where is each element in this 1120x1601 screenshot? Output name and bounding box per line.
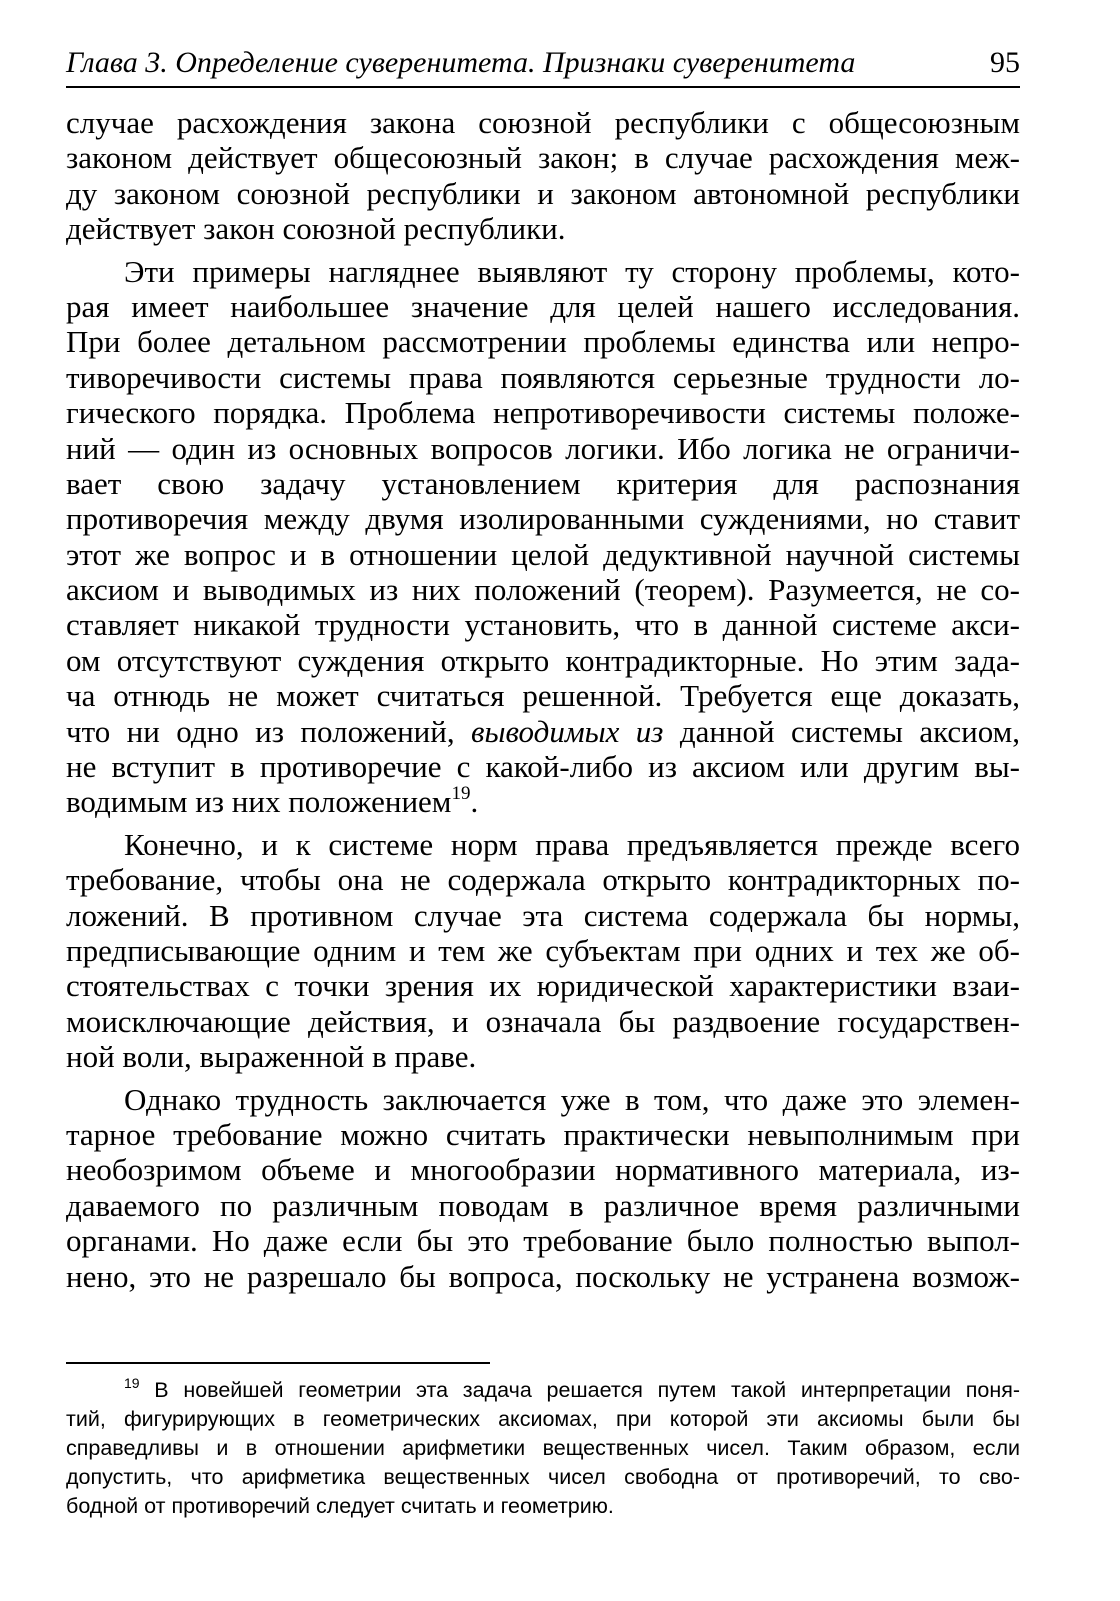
footnote (66, 1376, 1020, 1521)
text-line: рая имеет наибольшее значение для целей нашего исследования. (66, 288, 1020, 324)
text-line: гического порядка. Проблема непротиворечивости системы положе- (66, 395, 1020, 431)
text-line: ду законом союзной республики и законом автономной республики (66, 175, 1020, 211)
text-line: Однако трудность заключается уже в том, что даже это элемен- (124, 1081, 1020, 1117)
paragraph-4 (66, 1082, 1020, 1294)
running-header (66, 42, 1020, 88)
footnote-line: тий, фигурирующих в геометрических аксиомах, при которой эти аксиомы были бы (66, 1407, 1020, 1431)
text-segment: . (470, 784, 479, 820)
main-text (66, 105, 1020, 1294)
text-line: Эти примеры нагляднее выявляют ту сторону проблемы, кото- (124, 253, 1020, 289)
text-line: аксиом и выводимых из них положений (теорем). Разумеется, не со- (66, 572, 1020, 608)
text-line: противоречия между двумя изолированными суждениями, но ставит (66, 501, 1020, 537)
text-line: действует закон союзной республики. (66, 211, 566, 247)
text-segment: водимым из них положением (66, 784, 452, 820)
running-title: Глава 3. Определение суверенитета. Признаки суверенитета (66, 46, 856, 79)
text-line: ной воли, выраженной в праве. (66, 1039, 477, 1075)
footnote-line: бодной от противоречий следует считать и геометрию. (66, 1494, 614, 1518)
text-line: При более детальном рассмотрении проблемы единства или непро- (66, 324, 1020, 360)
text-line: ний — один из основных вопросов логики. Ибо логика не ограничи- (66, 430, 1020, 466)
footnote-line: справедливы и в отношении арифметики вещественных чисел. Таким образом, если (66, 1436, 1020, 1460)
text-line: даваемого по различным поводам в различное время различными (66, 1187, 1020, 1223)
text-line: моисключающие действия, и означала бы раздвоение государствен- (66, 1003, 1020, 1039)
text-segment: данной системы аксиом, (679, 713, 1021, 749)
page-number: 95 (990, 46, 1020, 79)
footnote-line: допустить, что арифметика вещественных чисел свободна от противоречий, то сво- (66, 1465, 1020, 1489)
paragraph-3 (66, 827, 1020, 1075)
text-line: требование, чтобы она не содержала открыто контрадикторных по- (66, 862, 1020, 898)
text-line (66, 784, 1020, 819)
footnote-text: В новейшей геометрии эта задача решается путем такой интерпретации поня- (154, 1378, 1020, 1402)
footnote-reference[interactable]: 19 (451, 783, 471, 805)
text-line: Конечно, и к системе норм права предъявляется прежде всего (124, 826, 1020, 862)
text-segment: что ни одно из положений, (66, 713, 455, 749)
text-line: законом действует общесоюзный закон; в случае расхождения меж- (66, 140, 1020, 176)
text-line (66, 714, 1020, 749)
text-line: необозримом объеме и многообразии нормативного материала, из- (66, 1152, 1020, 1188)
text-line: тарное требование можно считать практически невыполнимым при (66, 1116, 1020, 1152)
text-line: этот же вопрос и в отношении целой дедуктивной научной системы (66, 536, 1020, 572)
text-line: нено, это не разрешало бы вопроса, поскольку не устранена возмож- (66, 1258, 1020, 1294)
text-line: органами. Но даже если бы это требование было полностью выпол- (66, 1223, 1020, 1259)
text-line: случае расхождения закона союзной республики с общесоюзным (66, 105, 1020, 140)
paragraph-1 (66, 105, 1020, 247)
footnote-line (66, 1376, 1020, 1405)
text-line: ставляет никакой трудности установить, что в данной системе акси- (66, 607, 1020, 643)
text-line: ложений. В противном случае эта система содержала бы нормы, (66, 897, 1020, 933)
text-line: вает свою задачу установлением критерия для распознания (66, 465, 1020, 501)
footnote-separator (66, 1362, 490, 1364)
text-line: не вступит в противоречие с какой-либо из аксиом или другим вы- (66, 749, 1020, 785)
text-line: предписывающие одним и тем же субъектам при одних и тех же об- (66, 932, 1020, 968)
text-line: стоятельствах с точки зрения их юридической характеристики взаи- (66, 968, 1020, 1004)
text-line: тиворечивости системы права появляются серьезные трудности ло- (66, 359, 1020, 395)
footnote-number: 19 (124, 1375, 140, 1391)
italic-emphasis: выводимых из (471, 713, 664, 749)
text-line: ча отнюдь не может считаться решенной. Требуется еще доказать, (66, 678, 1020, 714)
paragraph-2 (66, 254, 1020, 820)
text-line: ом отсутствуют суждения открыто контрадикторные. Но этим зада- (66, 642, 1020, 678)
